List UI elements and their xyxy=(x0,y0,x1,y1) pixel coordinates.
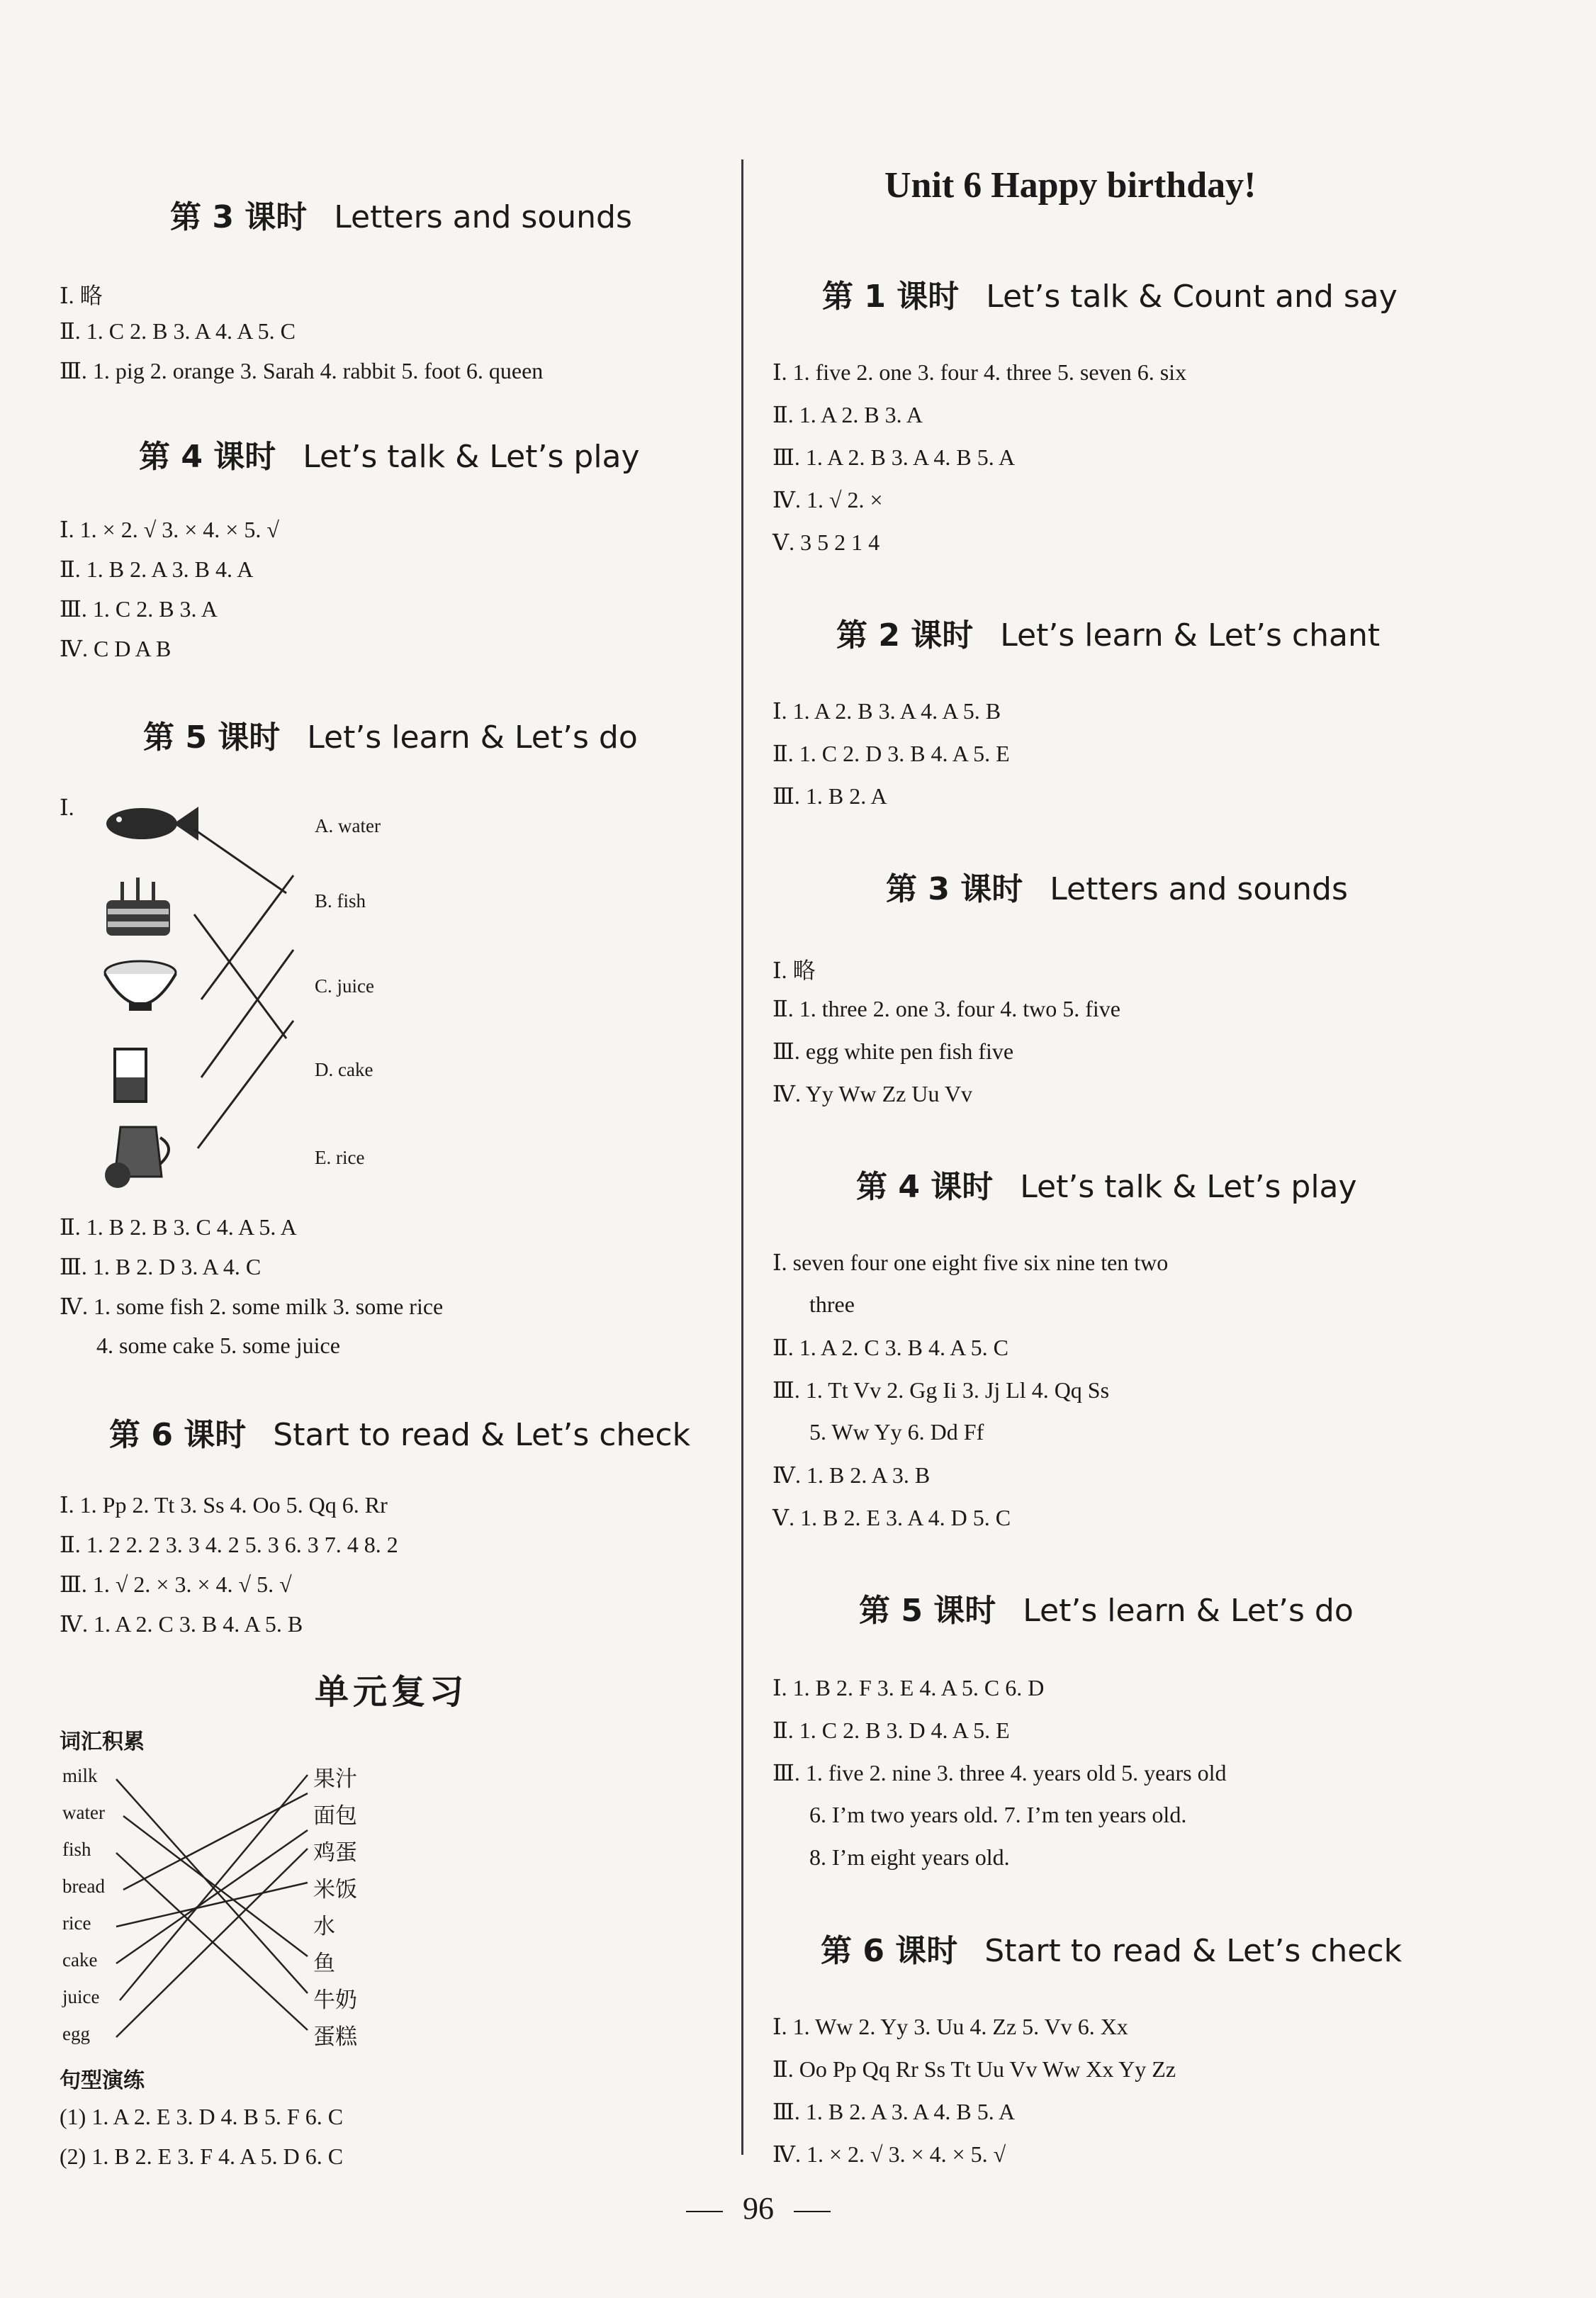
vocab-cn: 蛋糕 xyxy=(313,2024,357,2050)
answer-line: Ⅲ. 1. B 2. A xyxy=(772,783,887,809)
vocab-lines xyxy=(109,1772,315,2041)
vocab-cn: 牛奶 xyxy=(313,1988,357,2013)
answer-line: (1) 1. A 2. E 3. D 4. B 5. F 6. C xyxy=(60,2104,344,2129)
vocab-en: milk xyxy=(62,1765,98,1786)
answer-line: Ⅳ. 1. some fish 2. some milk 3. some rice xyxy=(60,1294,444,1319)
vocab-en: bread xyxy=(62,1876,105,1897)
answer-line: Ⅱ. 1. A 2. C 3. B 4. A 5. C xyxy=(772,1335,1008,1360)
juice-jug-icon xyxy=(105,1127,169,1188)
match-label: D. cake xyxy=(315,1059,373,1080)
answer-line: Ⅴ. 1. B 2. E 3. A 4. D 5. C xyxy=(772,1505,1011,1530)
answer-line: Ⅲ. 1. √ 2. × 3. × 4. √ 5. √ xyxy=(60,1571,292,1597)
vocab-en: water xyxy=(62,1802,105,1823)
cake-icon xyxy=(106,878,170,936)
vocab-en: rice xyxy=(62,1912,91,1934)
answer-line: Ⅲ. egg white pen fish five xyxy=(772,1038,1014,1064)
section-heading-r1: 第 1 课时 Let’s talk & Count and say xyxy=(822,279,1398,315)
glass-icon xyxy=(115,1049,146,1102)
vocab-cn: 鸡蛋 xyxy=(313,1840,357,1866)
fish-icon xyxy=(106,807,198,841)
answer-line: Ⅰ. 1. five 2. one 3. four 4. three 5. seven 6. six xyxy=(772,359,1187,385)
answer-line: Ⅰ. 1. A 2. B 3. A 4. A 5. B xyxy=(772,698,1001,724)
answer-line: Ⅲ. 1. A 2. B 3. A 4. B 5. A xyxy=(772,444,1016,470)
answer-line: Ⅳ. 1. × 2. √ 3. × 4. × 5. √ xyxy=(772,2141,1006,2167)
answer-line: 4. some cake 5. some juice xyxy=(96,1333,340,1358)
answer-line: Ⅳ. 1. √ 2. × xyxy=(772,487,883,512)
match-label: B. fish xyxy=(315,890,366,912)
answer-line: Ⅱ. 1. C 2. D 3. B 4. A 5. E xyxy=(772,741,1010,766)
answer-line: Ⅲ. 1. five 2. nine 3. three 4. years old 5. years old xyxy=(772,1760,1227,1786)
answer-line: Ⅰ. 1. B 2. F 3. E 4. A 5. C 6. D xyxy=(772,1675,1045,1700)
answer-line: Ⅱ. 1. C 2. B 3. D 4. A 5. E xyxy=(772,1717,1010,1743)
section-heading-l3: 第 3 课时 Letters and sounds xyxy=(170,199,632,235)
review-title: 单元复习 xyxy=(315,1672,468,1712)
section-heading-r2: 第 2 课时 Let’s learn & Let’s chant xyxy=(836,617,1381,654)
vocab-cn: 果汁 xyxy=(313,1766,357,1792)
vocab-title: 词汇积累 xyxy=(60,1730,145,1754)
answer-line: 8. I’m eight years old. xyxy=(809,1844,1010,1870)
answer-line: Ⅲ. 1. pig 2. orange 3. Sarah 4. rabbit 5. foot 6. queen xyxy=(60,358,544,383)
answer-line: Ⅰ. 略 xyxy=(772,958,816,983)
vocab-cn: 鱼 xyxy=(313,1951,335,1976)
match-label: C. juice xyxy=(315,975,374,997)
rice-bowl-icon xyxy=(105,961,176,1011)
answer-line: (2) 1. B 2. E 3. F 4. A 5. D 6. C xyxy=(60,2143,344,2169)
section-heading-r4: 第 4 课时 Let’s talk & Let’s play xyxy=(856,1169,1357,1205)
section-heading-l6: 第 6 课时 Start to read & Let’s check xyxy=(109,1417,691,1453)
answer-line: Ⅰ. 1. Ww 2. Yy 3. Uu 4. Zz 5. Vv 6. Xx xyxy=(772,2014,1128,2039)
section-heading-l5: 第 5 课时 Let’s learn & Let’s do xyxy=(143,719,638,756)
unit-title: Unit 6 Happy birthday! xyxy=(884,165,1257,206)
answer-line: Ⅳ. 1. B 2. A 3. B xyxy=(772,1462,931,1488)
answer-line: 6. I’m two years old. 7. I’m ten years old. xyxy=(809,1802,1187,1827)
vocab-en: cake xyxy=(62,1949,98,1971)
answer-line: Ⅰ. 略 xyxy=(60,283,103,308)
answer-line: Ⅱ. 1. three 2. one 3. four 4. two 5. five xyxy=(772,996,1120,1021)
section-heading-r3: 第 3 课时 Letters and sounds xyxy=(886,871,1348,907)
answer-line: Ⅲ. 1. Tt Vv 2. Gg Ii 3. Jj Ll 4. Qq Ss xyxy=(772,1377,1110,1403)
answer-line: Ⅱ. 1. 2 2. 2 3. 3 4. 2 5. 3 6. 3 7. 4 8. 2 xyxy=(60,1532,398,1557)
vocab-en: juice xyxy=(62,1986,100,2007)
section-heading-r6: 第 6 课时 Start to read & Let’s check xyxy=(821,1933,1403,1969)
answer-line: Ⅴ. 3 5 2 1 4 xyxy=(772,529,880,555)
answer-line: Ⅰ. 1. Pp 2. Tt 3. Ss 4. Oo 5. Qq 6. Rr xyxy=(60,1492,388,1518)
answer-line: Ⅱ. 1. A 2. B 3. A xyxy=(772,402,923,427)
section-heading-l4: 第 4 课时 Let’s talk & Let’s play xyxy=(139,439,640,475)
vocab-cn: 米饭 xyxy=(313,1877,357,1902)
answer-line: Ⅲ. 1. B 2. D 3. A 4. C xyxy=(60,1254,262,1279)
answer-line: Ⅲ. 1. B 2. A 3. A 4. B 5. A xyxy=(772,2099,1016,2124)
match-label: A. water xyxy=(315,815,381,836)
match-label: E. rice xyxy=(315,1147,365,1168)
answer-line: Ⅳ. C D A B xyxy=(60,636,172,661)
answer-line: Ⅱ. Oo Pp Qq Rr Ss Tt Uu Vv Ww Xx Yy Zz xyxy=(772,2056,1176,2082)
column-divider xyxy=(741,159,743,2155)
answer-line: Ⅳ. Yy Ww Zz Uu Vv xyxy=(772,1081,973,1106)
page-number: 96 xyxy=(666,2190,850,2226)
answer-line: Ⅱ. 1. B 2. A 3. B 4. A xyxy=(60,556,254,582)
answer-line: Ⅱ. 1. C 2. B 3. A 4. A 5. C xyxy=(60,318,296,344)
drill-title: 句型演练 xyxy=(60,2068,145,2093)
vocab-cn: 水 xyxy=(313,1914,335,1939)
answer-line: Ⅰ. seven four one eight five six nine ten two xyxy=(772,1250,1169,1275)
answer-line: Ⅳ. 1. A 2. C 3. B 4. A 5. B xyxy=(60,1611,303,1637)
vocab-cn: 面包 xyxy=(313,1803,357,1829)
answer-line: 5. Ww Yy 6. Dd Ff xyxy=(809,1419,984,1445)
answer-line: Ⅲ. 1. C 2. B 3. A xyxy=(60,596,218,622)
answer-line: Ⅱ. 1. B 2. B 3. C 4. A 5. A xyxy=(60,1214,297,1240)
vocab-en: egg xyxy=(62,2023,90,2044)
section-heading-r5: 第 5 课时 Let’s learn & Let’s do xyxy=(859,1593,1354,1629)
vocab-en: fish xyxy=(62,1839,91,1860)
matching-roman: Ⅰ. xyxy=(60,795,74,820)
answer-line: three xyxy=(809,1291,855,1317)
answer-line: Ⅰ. 1. × 2. √ 3. × 4. × 5. √ xyxy=(60,517,279,542)
